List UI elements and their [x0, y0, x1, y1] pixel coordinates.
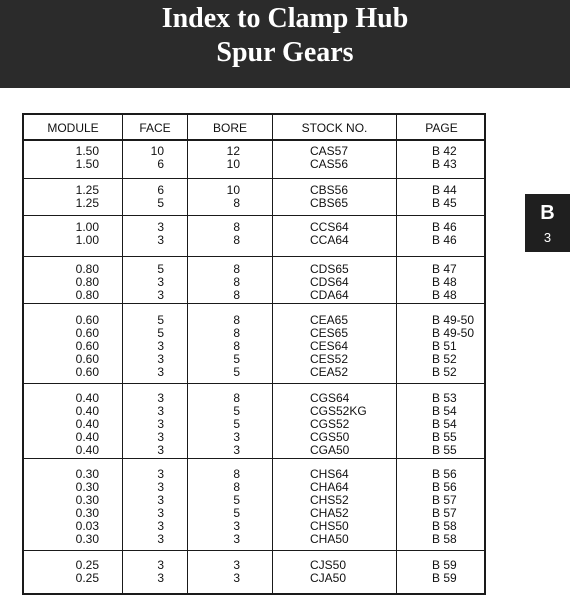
module-cell: 1.00: [75, 233, 99, 247]
table-row: [24, 366, 484, 378]
section-number: 3: [543, 230, 552, 245]
table-row: [24, 276, 484, 288]
module-cell: 1.00: [75, 220, 99, 234]
table-row: [24, 158, 484, 170]
header-face: FACE: [139, 121, 171, 135]
table-row: [24, 263, 484, 275]
bore-cell: 5: [233, 417, 240, 431]
stock-no-cell: CHS50: [310, 519, 349, 533]
bore-cell: 8: [233, 233, 240, 247]
module-cell: 0.30: [75, 506, 99, 520]
table-row: [24, 572, 484, 584]
bore-cell: 3: [233, 558, 240, 572]
page-cell: B 52: [432, 365, 457, 379]
module-cell: 0.80: [75, 262, 99, 276]
face-cell: 3: [157, 404, 164, 418]
module-cell: 1.25: [75, 183, 99, 197]
table-row: [24, 353, 484, 365]
page-cell: B 52: [432, 352, 457, 366]
stock-no-cell: CGS64: [310, 391, 350, 405]
bore-cell: 5: [233, 493, 240, 507]
header-page: PAGE: [425, 121, 458, 135]
face-cell: 3: [157, 480, 164, 494]
table-row: [24, 405, 484, 417]
stock-no-cell: CDA64: [310, 288, 349, 302]
module-cell: 0.60: [75, 352, 99, 366]
stock-no-cell: CHA50: [310, 532, 349, 546]
bore-cell: 5: [233, 365, 240, 379]
module-cell: 0.40: [75, 430, 99, 444]
table-row: [24, 418, 484, 430]
bore-cell: 8: [233, 467, 240, 481]
header-module: MODULE: [47, 121, 99, 135]
stock-no-cell: CDS65: [310, 262, 349, 276]
face-cell: 3: [157, 220, 164, 234]
stock-no-cell: CAS57: [310, 144, 349, 158]
stock-no-cell: CBS56: [310, 183, 349, 197]
bore-cell: 8: [233, 326, 240, 340]
stock-no-cell: CHS64: [310, 467, 349, 481]
bore-cell: 8: [233, 196, 240, 210]
page-cell: B 44: [432, 183, 457, 197]
table-row: [24, 468, 484, 480]
page-cell: B 55: [432, 443, 457, 457]
page-cell: B 43: [432, 157, 457, 171]
bore-cell: 12: [226, 144, 240, 158]
module-cell: 0.30: [75, 493, 99, 507]
stock-no-cell: CES64: [310, 339, 349, 353]
table-row: [24, 392, 484, 404]
table-row: [24, 314, 484, 326]
table-row: [24, 221, 484, 233]
page-cell: B 54: [432, 404, 457, 418]
face-cell: 3: [157, 339, 164, 353]
page-cell: B 46: [432, 220, 457, 234]
face-cell: 5: [157, 262, 164, 276]
face-cell: 3: [157, 558, 164, 572]
face-cell: 3: [157, 571, 164, 585]
module-cell: 0.30: [75, 532, 99, 546]
module-cell: 0.40: [75, 443, 99, 457]
table-row: [24, 444, 484, 456]
stock-no-cell: CGS52KG: [310, 404, 367, 418]
face-cell: 3: [157, 233, 164, 247]
page-cell: B 42: [432, 144, 457, 158]
module-cell: 0.80: [75, 275, 99, 289]
page-cell: B 58: [432, 532, 457, 546]
bore-cell: 3: [233, 571, 240, 585]
bore-cell: 5: [233, 404, 240, 418]
stock-no-cell: CCS64: [310, 220, 349, 234]
bore-cell: 10: [226, 157, 240, 171]
face-cell: 3: [157, 288, 164, 302]
face-cell: 3: [157, 532, 164, 546]
section-tab: [525, 194, 570, 252]
module-cell: 0.30: [75, 467, 99, 481]
page-cell: B 59: [432, 571, 457, 585]
module-cell: 1.50: [75, 144, 99, 158]
table-row: [24, 507, 484, 519]
face-cell: 5: [157, 313, 164, 327]
table-row: [24, 340, 484, 352]
table-row: [24, 533, 484, 545]
page-header: [0, 0, 570, 88]
table-row: [24, 327, 484, 339]
module-cell: 0.40: [75, 417, 99, 431]
module-cell: 0.60: [75, 365, 99, 379]
face-cell: 3: [157, 430, 164, 444]
bore-cell: 8: [233, 262, 240, 276]
bore-cell: 8: [233, 480, 240, 494]
title-line-1: Index to Clamp Hub: [161, 3, 409, 34]
module-cell: 0.25: [75, 571, 99, 585]
page-cell: B 53: [432, 391, 457, 405]
stock-no-cell: CHA52: [310, 506, 349, 520]
table-row: [24, 197, 484, 209]
stock-no-cell: CDS64: [310, 275, 349, 289]
bore-cell: 3: [233, 532, 240, 546]
face-cell: 5: [157, 326, 164, 340]
stock-no-cell: CJA50: [310, 571, 347, 585]
face-cell: 5: [157, 196, 164, 210]
face-cell: 3: [157, 467, 164, 481]
bore-cell: 8: [233, 313, 240, 327]
page-cell: B 56: [432, 467, 457, 481]
module-cell: 0.30: [75, 480, 99, 494]
bore-cell: 3: [233, 443, 240, 457]
module-cell: 0.40: [75, 404, 99, 418]
bore-cell: 5: [233, 352, 240, 366]
face-cell: 3: [157, 417, 164, 431]
table-row: [24, 520, 484, 532]
module-cell: 1.25: [75, 196, 99, 210]
page-cell: B 45: [432, 196, 457, 210]
stock-no-cell: CBS65: [310, 196, 349, 210]
stock-no-cell: CGS52: [310, 417, 350, 431]
face-cell: 3: [157, 519, 164, 533]
table-row: [24, 431, 484, 443]
header-bore: BORE: [212, 121, 247, 135]
face-cell: 3: [157, 275, 164, 289]
module-cell: 0.03: [75, 519, 99, 533]
header-stock-no: STOCK NO.: [301, 121, 368, 135]
bore-cell: 5: [233, 506, 240, 520]
face-cell: 3: [157, 443, 164, 457]
face-cell: 3: [157, 365, 164, 379]
stock-no-cell: CEA65: [310, 313, 349, 327]
stock-no-cell: CAS56: [310, 157, 349, 171]
table-row: [24, 234, 484, 246]
table-row: [24, 184, 484, 196]
stock-no-cell: CHA64: [310, 480, 349, 494]
table-row: [24, 289, 484, 301]
module-cell: 0.60: [75, 326, 99, 340]
bore-cell: 8: [233, 275, 240, 289]
page-cell: B 48: [432, 288, 457, 302]
stock-no-cell: CGA50: [310, 443, 350, 457]
page-cell: B 57: [432, 506, 457, 520]
face-cell: 6: [157, 157, 164, 171]
stock-no-cell: CGS50: [310, 430, 350, 444]
module-cell: 0.60: [75, 313, 99, 327]
stock-no-cell: CJS50: [310, 558, 347, 572]
bore-cell: 8: [233, 288, 240, 302]
face-cell: 10: [150, 144, 164, 158]
face-cell: 3: [157, 506, 164, 520]
page-cell: B 59: [432, 558, 457, 572]
page-cell: B 55: [432, 430, 457, 444]
module-cell: 1.50: [75, 157, 99, 171]
page-cell: B 49-50: [432, 313, 475, 327]
title-line-2: Spur Gears: [216, 37, 354, 68]
bore-cell: 8: [233, 391, 240, 405]
stock-no-cell: CHS52: [310, 493, 349, 507]
face-cell: 3: [157, 493, 164, 507]
stock-no-cell: CES52: [310, 352, 349, 366]
stock-no-cell: CEA52: [310, 365, 349, 379]
page-cell: B 51: [432, 339, 457, 353]
face-cell: 6: [157, 183, 164, 197]
table-row: [24, 145, 484, 157]
page-cell: B 48: [432, 275, 457, 289]
page-cell: B 56: [432, 480, 457, 494]
page-cell: B 47: [432, 262, 457, 276]
bore-cell: 10: [226, 183, 240, 197]
module-cell: 0.60: [75, 339, 99, 353]
stock-no-cell: CCA64: [310, 233, 349, 247]
bore-cell: 3: [233, 430, 240, 444]
bore-cell: 8: [233, 339, 240, 353]
bore-cell: 3: [233, 519, 240, 533]
page-cell: B 58: [432, 519, 457, 533]
table-row: [24, 494, 484, 506]
page-cell: B 49-50: [432, 326, 475, 340]
table-row: [24, 559, 484, 571]
page-cell: B 46: [432, 233, 457, 247]
page-cell: B 57: [432, 493, 457, 507]
module-cell: 0.25: [75, 558, 99, 572]
bore-cell: 8: [233, 220, 240, 234]
module-cell: 0.80: [75, 288, 99, 302]
page-cell: B 54: [432, 417, 457, 431]
section-letter: B: [540, 202, 555, 224]
stock-no-cell: CES65: [310, 326, 349, 340]
table-row: [24, 481, 484, 493]
index-table: [22, 113, 486, 595]
face-cell: 3: [157, 352, 164, 366]
face-cell: 3: [157, 391, 164, 405]
module-cell: 0.40: [75, 391, 99, 405]
